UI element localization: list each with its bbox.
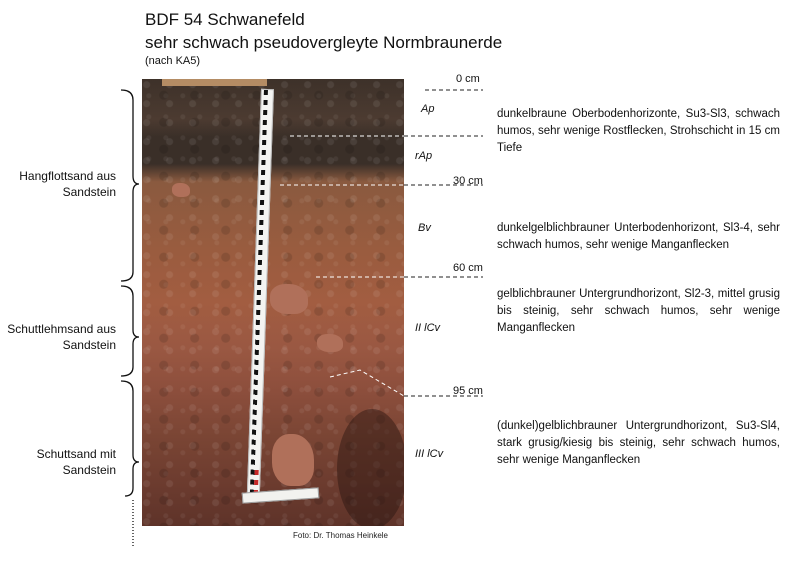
substrate-label-schuttlehmsand: Schuttlehmsand aus Sandstein <box>7 322 116 352</box>
horizon-label-bv: Bv <box>418 222 431 234</box>
depth-label-30: 30 cm <box>453 175 483 187</box>
horizon-label-iiilcv: III lCv <box>415 448 444 460</box>
description-substratum-iii: (dunkel)gelblichbrauner Untergrundhorizont, Su3-Sl4, stark grusig/kiesig bis steinig, sehr schwach humos, sehr wenige Manganflecken <box>497 420 780 466</box>
depth-label-95: 95 cm <box>453 385 483 397</box>
horizon-label-rap: rAp <box>415 150 433 162</box>
classification-source: (nach KA5) <box>145 55 201 67</box>
horizon-label-ap: Ap <box>421 103 435 115</box>
profile-title: BDF 54 Schwanefeld <box>145 10 305 29</box>
photo-credit: Foto: Dr. Thomas Heinkele <box>293 531 389 540</box>
substrate-label-hangflottsand: Hangflottsand aus Sandstein <box>19 169 116 199</box>
substrate-label-schuttsand: Schuttsand mit Sandstein <box>36 447 116 477</box>
brace-schuttsand <box>121 381 139 496</box>
brace-schuttlehmsand <box>121 286 139 376</box>
depth-label-0: 0 cm <box>456 73 480 85</box>
description-substratum-ii: gelblichbrauner Untergrundhorizont, Sl2-3, mittel grusig bis steinig, sehr schwach humos, sehr wenige Manganflecken <box>497 288 780 334</box>
description-subsoil: dunkelgelblichbrauner Unterbodenhorizont, Sl3-4, sehr schwach humos, sehr wenige Manganflecken <box>497 222 780 251</box>
description-topsoil: dunkelbraune Oberbodenhorizonte, Su3-Sl3, schwach humos, sehr wenige Rostflecken, Strohschicht in 15 cm Tiefe <box>497 108 780 154</box>
depth-label-60: 60 cm <box>453 262 483 274</box>
brace-hangflottsand <box>121 90 139 281</box>
profile-subtitle: sehr schwach pseudovergleyte Normbraunerde <box>145 33 503 52</box>
horizon-label-iilcv: II lCv <box>415 322 441 334</box>
